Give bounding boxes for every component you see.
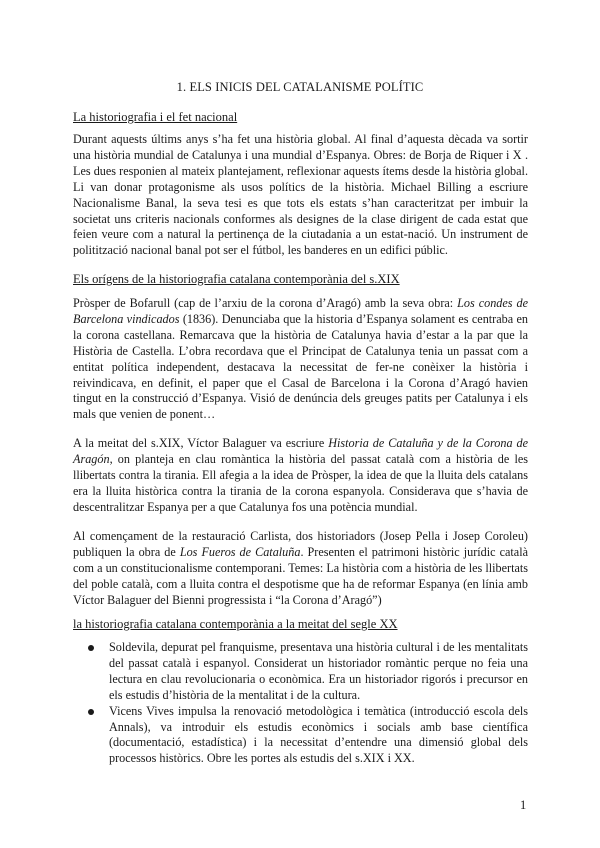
section-heading-historiografia: La historiografia i el fet nacional — [73, 110, 238, 124]
bullet-icon — [88, 709, 94, 715]
section-heading-segle-xx: la historiografia catalana contemporània a la meitat del segle XX — [73, 617, 398, 631]
list-item: Vicens Vives impulsa la renovació metodològica i temàtica (introducció escola dels Annals), va introduir els estudis econòmics i socials amb base científica (documentació, estadística) i la necessitat d’entendre una dimensió global dels processos històrics. Obre les portes als estudis del s.XIX i XX. — [73, 704, 528, 768]
work-title-historia: Historia de Cataluña y de la Corona de Aragón — [73, 436, 528, 466]
work-title-condes: Los condes de Barcelona vindicados — [73, 296, 528, 326]
bullet-icon — [88, 645, 94, 651]
paragraph-fueros: Al començament de la restauració Carlista, dos historiadors (Josep Pella i Josep Coroleu) publiquen la obra de Los Fueros de Cataluña. Presenten el patrimoni històric jurídic català com a un constitucionalisme contemporani. Temes: La història com a història de les llibertats del poble català, com a lluita contra el despotisme que ha de reformar Espanya (en línia amb Víctor Balaguer del Bienni progressista i “la Corona d’Aragó”) — [73, 529, 528, 607]
page-number: 1 — [520, 798, 527, 812]
paragraph-balaguer: A la meitat del s.XIX, Víctor Balaguer va escriure Historia de Cataluña y de la Corona de Aragón, on planteja en clau romàntica la història del passat català com a història de les llibertats contra la tirania. Ell afegia a la idea de Pròsper, la idea de que la lluita dels catalans era la lluita històrica contra la tirania de la corona espanyola. Considerava que s’havia de descentralitzar Espanya per a que Catalunya fos una potència mundial. — [73, 436, 528, 514]
list-item: Soldevila, depurat pel franquisme, presentava una història cultural i de les mentalitats del passat català i espanyol. Considerat un historiador romàntic perque no feia una lectura en clau revolucionaria o econòmica. Era un historiador rigorós i precursor en els estudis d’història de la mentalitat i de la cultura. — [73, 640, 528, 704]
paragraph-historiografia: Durant aquests últims anys s’ha fet una història global. Al final d’aquesta dècada va sortir una història mundial de Catalunya i una mundial d’Espanya. Obres: de Borja de Riquer i X . Les dues responien al mateix plantejament, reflexionar aquests ítems desde la història global. Li van donar protagonisme als usos polítics de la història. Michael Billing a escriure Nacionalisme Banal, la seva tesi es que tots els estats s’han caracteritzat per imbuir la societat uns criteris nacionals conformes als designes de la clase dirigent de cada estat que feien veure com a natural la pertinença de la ciutadania a un estat-nació. Un instrument de politització nacional banal pot ser el fútbol, les banderes en un edifici públic. — [73, 132, 528, 258]
work-title-fueros: Los Fueros de Cataluña — [179, 544, 301, 559]
page-title: 1. ELS INICIS DEL CATALANISME POLÍTIC — [176, 80, 424, 94]
section-heading-origens: Els orígens de la historiografia catalana contemporània del s.XIX — [73, 272, 400, 286]
historians-list — [73, 640, 528, 767]
paragraph-bofarull: Pròsper de Bofarull (cap de l’arxiu de la corona d’Aragó) amb la seva obra: Los condes de Barcelona vindicados (1836). Denunciaba que la historia d’Espanya solament es centraba en la corona castellana. Remarcava que la història de Catalunya havia d’estar a la par que la Història de Castella. L’obra recordava que el Principat de Catalunya tenia un passat com a entitat política independent, destacava la necessitat de fer-ne conèixer la història i reivindicava, en definit, el paper que el Casal de Barcelona i la Corona d’Aragó havien tingut en la construcció d’Espanya. Visió de denúncia dels greuges patits per Catalunya i els mals que venien de ponent… — [73, 296, 528, 422]
